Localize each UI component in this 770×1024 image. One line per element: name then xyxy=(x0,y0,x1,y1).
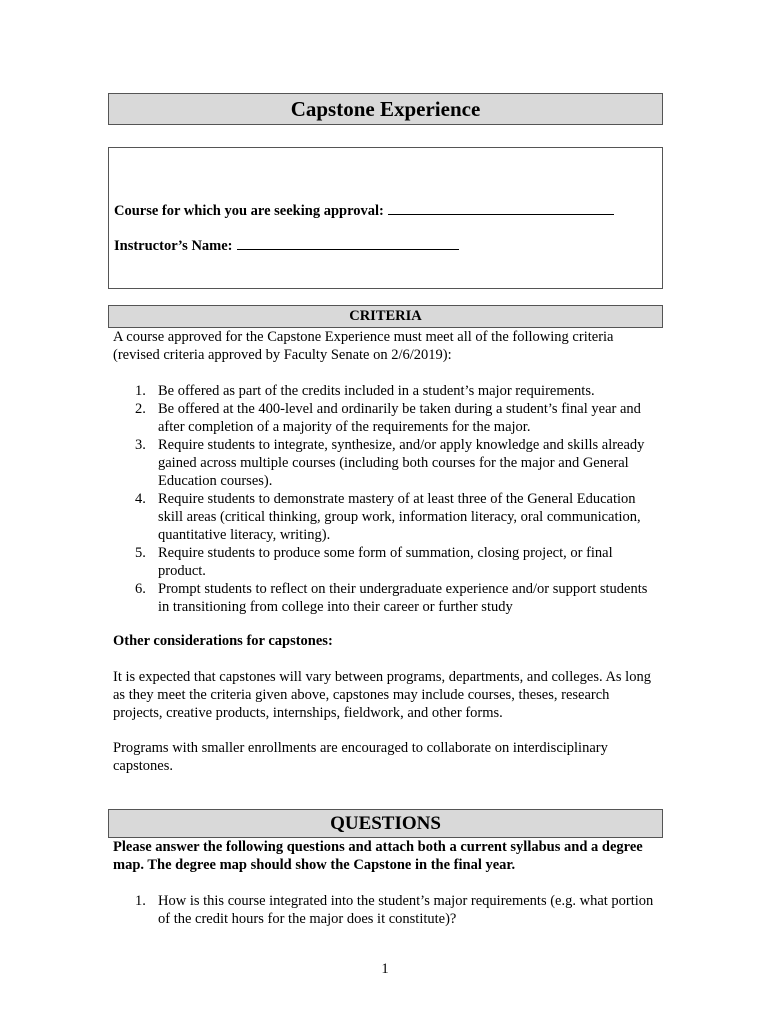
list-item xyxy=(113,544,658,580)
list-text: Require students to demonstrate mastery of at least three of the General Education skill areas (critical thinking, group work, information literacy, oral communication, quantitative literacy, writing). xyxy=(158,491,641,543)
list-number: 6. xyxy=(135,581,146,597)
criteria-intro: A course approved for the Capstone Experience must meet all of the following criteria (revised criteria approved by Faculty Senate on 2/6/2019): xyxy=(113,329,614,363)
list-text: Require students to integrate, synthesize, and/or apply knowledge and skills already gained across multiple courses (including both courses for the major and General Education courses). xyxy=(158,437,645,489)
page-number: 1 xyxy=(381,961,389,977)
list-text: Require students to produce some form of summation, closing project, or final product. xyxy=(158,545,613,579)
course-blank[interactable] xyxy=(388,200,614,215)
list-item xyxy=(113,490,658,544)
list-number: 3. xyxy=(135,437,146,453)
criteria-list xyxy=(113,382,658,616)
list-text: Be offered as part of the credits included in a student’s major requirements. xyxy=(158,383,595,399)
questions-list xyxy=(113,892,658,928)
criteria-heading: CRITERIA xyxy=(108,305,663,328)
instructor-blank[interactable] xyxy=(237,235,459,250)
course-label: Course for which you are seeking approval: xyxy=(114,203,384,219)
list-number: 2. xyxy=(135,401,146,417)
page-title: Capstone Experience xyxy=(108,93,663,125)
questions-heading: QUESTIONS xyxy=(108,809,663,838)
list-item xyxy=(113,892,658,928)
course-info-box xyxy=(108,147,663,289)
other-paragraph-1: It is expected that capstones will vary between programs, departments, and colleges. As long as they meet the criteria given above, capstones may include courses, theses, research projects, creative products, internships, fieldwork, and other forms. xyxy=(113,669,651,721)
course-field xyxy=(114,200,614,220)
list-item xyxy=(113,400,658,436)
instructor-field xyxy=(114,235,459,255)
list-text: Prompt students to reflect on their undergraduate experience and/or support students in transitioning from college into their career or further study xyxy=(158,581,648,615)
list-number: 5. xyxy=(135,545,146,561)
list-item xyxy=(113,580,658,616)
list-number: 4. xyxy=(135,491,146,507)
list-item xyxy=(113,382,658,400)
questions-instructions: Please answer the following questions and attach both a current syllabus and a degree map. The degree map should show the Capstone in the final year. xyxy=(113,839,643,873)
list-item xyxy=(113,436,658,490)
instructor-label: Instructor’s Name: xyxy=(114,238,233,254)
list-number: 1. xyxy=(135,383,146,399)
list-text: How is this course integrated into the student’s major requirements (e.g. what portion of the credit hours for the major does it constitute)? xyxy=(158,893,654,927)
other-paragraph-2: Programs with smaller enrollments are encouraged to collaborate on interdisciplinary capstones. xyxy=(113,740,608,774)
list-text: Be offered at the 400-level and ordinarily be taken during a student’s final year and after completion of a majority of the requirements for the major. xyxy=(158,401,641,435)
other-heading: Other considerations for capstones: xyxy=(113,633,333,649)
list-number: 1. xyxy=(135,893,146,909)
